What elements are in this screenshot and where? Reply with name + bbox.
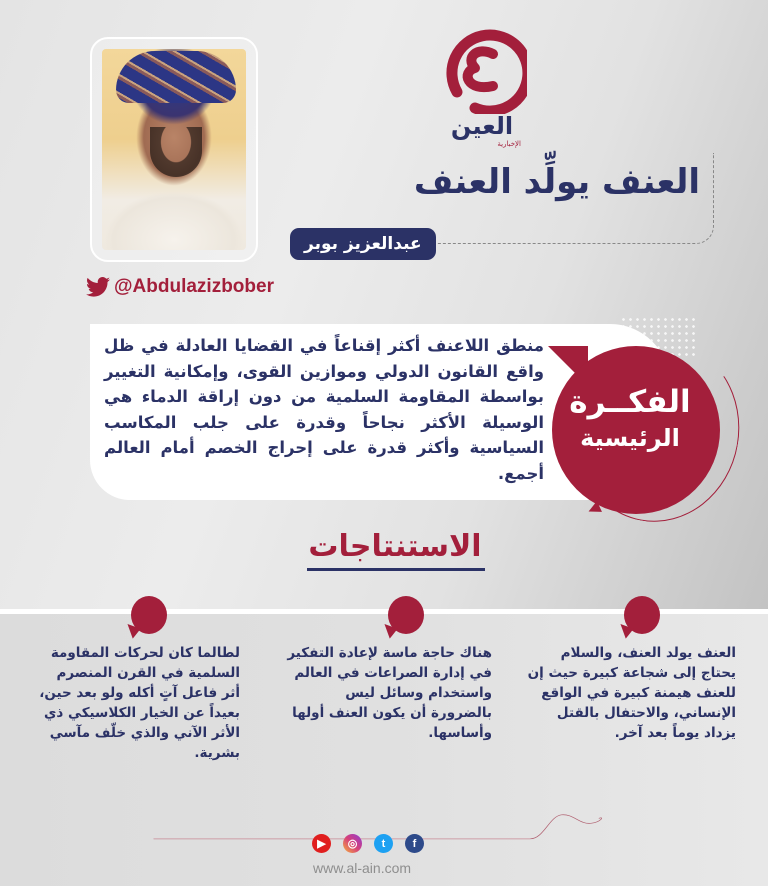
author-name-badge: عبدالعزيز بوبر [290, 228, 436, 260]
youtube-icon[interactable]: ▶ [312, 834, 331, 853]
twitter-handle[interactable] [86, 276, 274, 298]
logo-subtitle: الإخبارية [497, 140, 521, 148]
conclusion-item-1: العنف يولد العنف، والسلام يحتاج إلى شجاعة كبيرة حيث إن للعنف هيمنة كبيرة في الواقع الإنساني، والاحتفال بالقتل يزداد يوماً بعد آخر. [527, 645, 736, 741]
main-idea-label-line1: الفكــرة [569, 384, 691, 420]
conclusion-item-2: هناك حاجة ماسة لإعادة التفكير في إدارة الصراعات في العالم واستخدام وسائل ليس بالضرورة أن يكون العنف أولها وأساسها. [287, 645, 492, 741]
al-ain-logo[interactable] [437, 28, 527, 152]
conclusions-title: الاستنتاجات [308, 529, 482, 564]
conclusion-item-3: لطالما كان لحركات المقاومة السلمية في القرن المنصرم أثر فاعل آتٍ أكله ولو بعد حين، بعيداً عن الخيار الكلاسيكي ذي الأثر الآني والذي خلّف مآسي بشرية. [39, 645, 240, 761]
conclusions-underline [307, 568, 485, 571]
twitter-bird-icon [86, 277, 110, 297]
instagram-icon[interactable]: ◎ [343, 834, 362, 853]
photo-turban [116, 51, 236, 103]
main-idea-label-line2: الرئيسية [580, 424, 680, 452]
author-photo-frame [90, 37, 258, 262]
main-idea-text: منطق اللاعنف أكثر إقناعاً في القضايا العادلة في ظل واقع القانون الدولي وموازين القوى، وإمكانية التغيير بواسطة المقاومة السلمية من دون إراقة الدماء هي الوسيلة الأكثر نجاحاً وقدرة على جلب المكاسب السياسية وأكثر قدرة على إحراج الخصم أمام العالم أجمع. [104, 336, 544, 483]
article-title: العنف يولِّد العنف [413, 162, 700, 202]
social-links [312, 834, 424, 853]
author-photo [102, 49, 246, 250]
photo-beard [150, 127, 202, 177]
website-link[interactable]: www.al-ain.com [313, 860, 412, 876]
twitter-icon[interactable]: t [374, 834, 393, 853]
facebook-icon[interactable]: f [405, 834, 424, 853]
al-ain-logo-icon [437, 28, 527, 114]
twitter-handle-text: @Abdulazizbober [114, 276, 274, 297]
logo-wordmark: العين [450, 112, 514, 140]
